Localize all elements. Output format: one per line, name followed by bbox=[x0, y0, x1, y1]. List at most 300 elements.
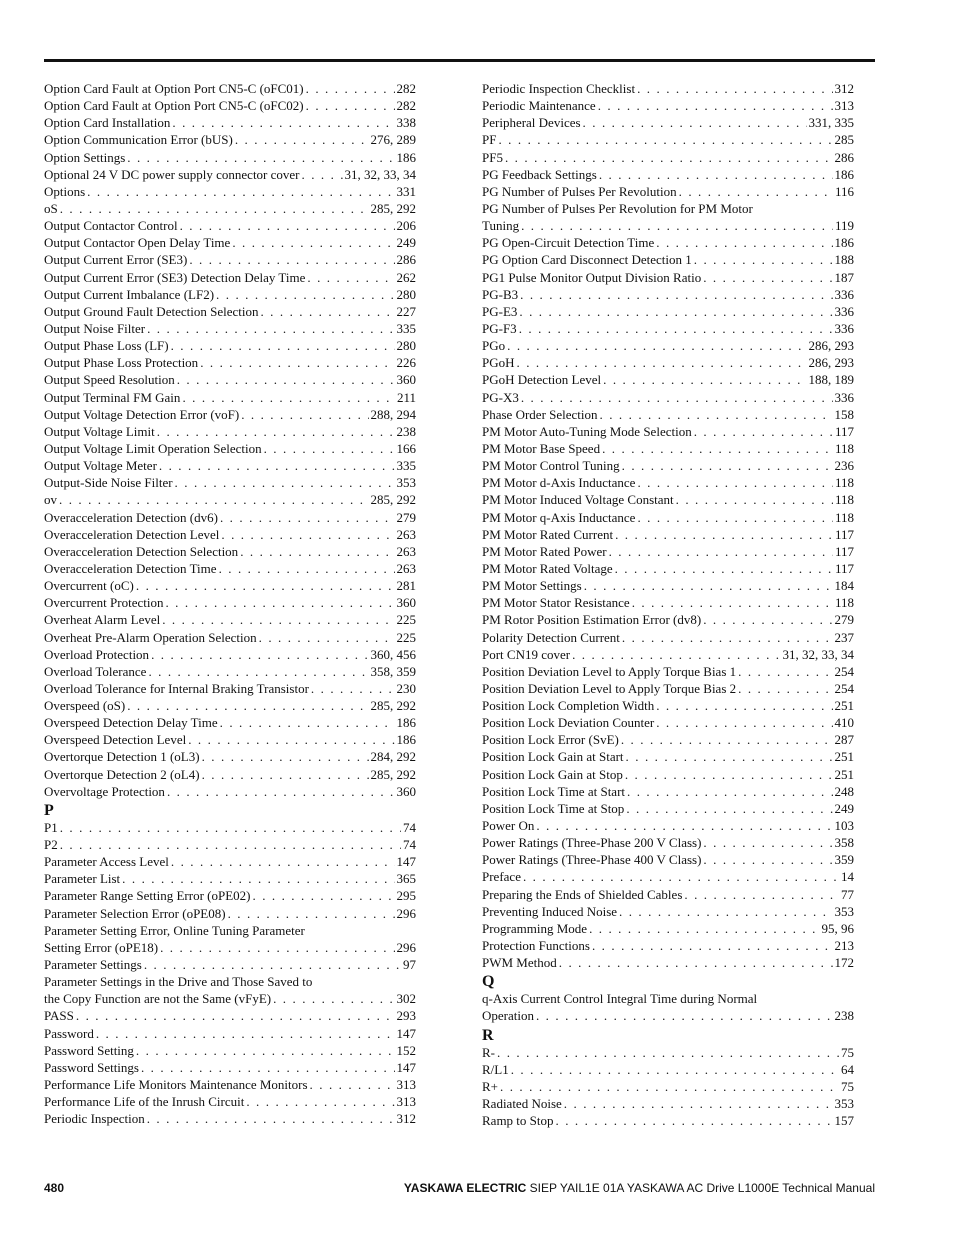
dot-leader bbox=[182, 389, 395, 406]
dot-leader bbox=[694, 423, 833, 440]
index-entry bbox=[482, 800, 854, 817]
index-entry bbox=[482, 217, 854, 234]
index-term: PM Motor Settings bbox=[482, 578, 582, 594]
dot-leader bbox=[589, 920, 819, 937]
index-page-refs: 263 bbox=[396, 543, 416, 559]
dot-leader bbox=[228, 905, 395, 922]
index-page-refs: 249 bbox=[834, 800, 854, 816]
index-term: Parameter Selection Error (oPE08) bbox=[44, 905, 226, 921]
index-entry bbox=[482, 337, 854, 354]
index-term: Overtorque Detection 1 (oL3) bbox=[44, 749, 200, 765]
index-page-refs: 236 bbox=[834, 458, 854, 474]
index-term: Output Phase Loss Protection bbox=[44, 355, 199, 371]
index-term: Password bbox=[44, 1025, 94, 1041]
dot-leader bbox=[310, 1076, 395, 1093]
index-page-refs: 118 bbox=[834, 475, 854, 491]
dot-leader bbox=[311, 680, 395, 697]
index-entry bbox=[482, 543, 854, 560]
index-page-refs: 249 bbox=[396, 235, 416, 251]
dot-leader bbox=[738, 680, 832, 697]
index-term: Output Current Error (SE3) bbox=[44, 252, 188, 268]
index-term: Option Communication Error (bUS) bbox=[44, 132, 233, 148]
index-term: PG-E3 bbox=[482, 303, 518, 319]
dot-leader bbox=[302, 166, 343, 183]
index-term: Periodic Inspection Checklist bbox=[482, 81, 636, 96]
index-entry bbox=[44, 509, 416, 526]
index-page-refs: 331 bbox=[396, 183, 416, 199]
index-term: Output Terminal FM Gain bbox=[44, 389, 181, 405]
index-entry bbox=[482, 269, 854, 286]
index-term: Overspeed Detection Level bbox=[44, 732, 187, 748]
dot-leader bbox=[175, 474, 395, 491]
dot-leader bbox=[600, 406, 833, 423]
dot-leader bbox=[511, 1061, 839, 1078]
index-term: P1 bbox=[44, 819, 58, 835]
index-term: Tuning bbox=[482, 218, 520, 234]
index-term: Overload Protection bbox=[44, 646, 150, 662]
index-term: Output Voltage Meter bbox=[44, 458, 157, 474]
index-entry bbox=[44, 783, 416, 800]
index-entry bbox=[482, 560, 854, 577]
index-term: Performance Life of the Inrush Circuit bbox=[44, 1094, 245, 1110]
index-page-refs: 158 bbox=[834, 406, 854, 422]
index-page-refs: 14 bbox=[841, 869, 854, 885]
index-entry bbox=[44, 714, 416, 731]
index-entry bbox=[44, 371, 416, 388]
index-term: Password Setting bbox=[44, 1042, 134, 1058]
index-entry bbox=[482, 131, 854, 148]
dot-leader bbox=[592, 937, 833, 954]
dot-leader bbox=[627, 783, 832, 800]
index-term: Overspeed (oS) bbox=[44, 698, 126, 714]
dot-leader bbox=[162, 611, 394, 628]
index-term: Parameter Settings bbox=[44, 957, 142, 973]
index-page-refs: 103 bbox=[834, 818, 854, 834]
dot-leader bbox=[221, 526, 394, 543]
index-entry bbox=[482, 920, 854, 937]
dot-leader bbox=[497, 1044, 839, 1061]
index-page-refs: 313 bbox=[396, 1077, 416, 1093]
footer-doc-title bbox=[404, 1181, 875, 1195]
index-term: Output-Side Noise Filter bbox=[44, 475, 173, 491]
index-term: PM Motor q-Axis Inductance bbox=[482, 509, 636, 525]
dot-leader bbox=[656, 714, 832, 731]
index-page-refs: 287 bbox=[834, 732, 854, 748]
index-term: Output Phase Loss (LF) bbox=[44, 338, 169, 354]
index-term: Position Lock Error (SvE) bbox=[482, 732, 619, 748]
dot-leader bbox=[622, 629, 833, 646]
index-page-refs: 286, 293 bbox=[808, 355, 854, 371]
index-term: P2 bbox=[44, 837, 58, 853]
index-page-refs: 262 bbox=[396, 269, 416, 285]
index-entry bbox=[482, 697, 854, 714]
index-page-refs: 157 bbox=[834, 1113, 854, 1129]
index-entry bbox=[44, 560, 416, 577]
index-page-refs: 285, 292 bbox=[370, 492, 416, 508]
index-page-refs: 335 bbox=[396, 320, 416, 336]
index-page-refs: 313 bbox=[396, 1094, 416, 1110]
index-term: PG Feedback Settings bbox=[482, 166, 597, 182]
index-entry bbox=[44, 457, 416, 474]
index-page-refs: 279 bbox=[834, 612, 854, 628]
index-entry bbox=[44, 663, 416, 680]
index-page-refs: 280 bbox=[396, 286, 416, 302]
index-entry bbox=[482, 766, 854, 783]
index-entry bbox=[44, 389, 416, 406]
index-entry bbox=[44, 1110, 416, 1127]
index-term: Overacceleration Detection Level bbox=[44, 526, 220, 542]
index-entry bbox=[482, 646, 854, 663]
index-page-refs: 147 bbox=[396, 1025, 416, 1041]
dot-leader bbox=[498, 131, 832, 148]
index-term: PM Motor Rated Power bbox=[482, 543, 607, 559]
index-term: Output Noise Filter bbox=[44, 320, 146, 336]
dot-leader bbox=[235, 131, 369, 148]
dot-leader bbox=[625, 766, 833, 783]
footer-manual-title: SIEP YAIL1E 01A YASKAWA AC Drive L1000E Technical Manual bbox=[526, 1181, 875, 1195]
index-term: PGoH bbox=[482, 355, 515, 371]
index-entry bbox=[482, 423, 854, 440]
index-entry bbox=[482, 1112, 854, 1129]
index-page-refs: 188, 189 bbox=[808, 372, 854, 388]
index-entry bbox=[482, 748, 854, 765]
index-page-refs: 152 bbox=[396, 1042, 416, 1058]
index-page-refs: 295 bbox=[396, 888, 416, 904]
index-page-refs: 75 bbox=[841, 1078, 854, 1094]
index-term: Performance Life Monitors Maintenance Monitors bbox=[44, 1077, 308, 1093]
dot-leader bbox=[306, 80, 395, 97]
dot-leader bbox=[505, 149, 833, 166]
dot-leader bbox=[615, 526, 833, 543]
dot-leader bbox=[220, 509, 395, 526]
index-entry bbox=[44, 406, 416, 423]
index-entry bbox=[482, 783, 854, 800]
dot-leader bbox=[521, 217, 833, 234]
index-entry bbox=[482, 903, 854, 920]
index-page-refs: 338 bbox=[396, 115, 416, 131]
dot-leader bbox=[246, 1093, 394, 1110]
index-term: PM Motor Auto-Tuning Mode Selection bbox=[482, 423, 692, 439]
index-entry bbox=[482, 868, 854, 885]
index-page-refs: 263 bbox=[396, 526, 416, 542]
dot-leader bbox=[622, 457, 833, 474]
index-term: Optional 24 V DC power supply connector cover bbox=[44, 166, 300, 182]
index-page-refs: 186 bbox=[834, 166, 854, 182]
dot-leader bbox=[122, 870, 394, 887]
dot-leader bbox=[76, 1007, 395, 1024]
dot-leader bbox=[147, 320, 394, 337]
index-entry bbox=[482, 1044, 854, 1061]
dot-leader bbox=[599, 166, 833, 183]
index-entry bbox=[44, 149, 416, 166]
dot-leader bbox=[216, 286, 394, 303]
index-entry bbox=[44, 629, 416, 646]
index-entry-continued: Parameter Setting Error, Online Tuning Parameter bbox=[44, 922, 305, 938]
index-term: Position Lock Time at Stop bbox=[482, 800, 625, 816]
index-entry bbox=[44, 819, 416, 836]
dot-leader bbox=[656, 234, 832, 251]
dot-leader bbox=[500, 1078, 839, 1095]
index-page-refs: 118 bbox=[834, 440, 854, 456]
index-entry bbox=[44, 303, 416, 320]
index-page-refs: 285, 292 bbox=[370, 698, 416, 714]
dot-leader bbox=[136, 1042, 395, 1059]
dot-leader bbox=[517, 354, 807, 371]
index-page-refs: 251 bbox=[834, 749, 854, 765]
index-page-refs: 117 bbox=[834, 423, 854, 439]
index-entry bbox=[44, 234, 416, 251]
index-term: Output Contactor Control bbox=[44, 218, 178, 234]
index-page-refs: 225 bbox=[396, 612, 416, 628]
index-term: oS bbox=[44, 200, 58, 216]
dot-leader bbox=[619, 903, 832, 920]
dot-leader bbox=[259, 629, 395, 646]
index-entry bbox=[44, 905, 416, 922]
index-term: Preparing the Ends of Shielded Cables bbox=[482, 886, 683, 902]
dot-leader bbox=[165, 594, 394, 611]
index-term: PG Open-Circuit Detection Time bbox=[482, 235, 655, 251]
index-entry bbox=[44, 423, 416, 440]
dot-leader bbox=[96, 1025, 395, 1042]
index-page-refs: 238 bbox=[834, 1008, 854, 1024]
index-page-refs: 147 bbox=[396, 854, 416, 870]
dot-leader bbox=[60, 836, 401, 853]
dot-leader bbox=[144, 956, 401, 973]
index-term: PM Motor d-Axis Inductance bbox=[482, 475, 636, 491]
index-term: PM Motor Induced Voltage Constant bbox=[482, 492, 674, 508]
dot-leader bbox=[148, 663, 368, 680]
index-page-refs: 251 bbox=[834, 766, 854, 782]
dot-leader bbox=[157, 423, 395, 440]
index-entry bbox=[44, 887, 416, 904]
index-page-refs: 95, 96 bbox=[821, 920, 854, 936]
index-entry bbox=[482, 680, 854, 697]
index-page-refs: 74 bbox=[403, 837, 416, 853]
index-entry bbox=[482, 886, 854, 903]
dot-leader bbox=[637, 474, 833, 491]
dot-leader bbox=[59, 491, 369, 508]
index-term: Position Deviation Level to Apply Torque Bias 2 bbox=[482, 680, 737, 696]
index-page-refs: 312 bbox=[396, 1111, 416, 1127]
dot-leader bbox=[307, 269, 394, 286]
dot-leader bbox=[264, 440, 395, 457]
dot-leader bbox=[621, 731, 833, 748]
index-term: PGo bbox=[482, 338, 506, 354]
index-term: Overheat Pre-Alarm Operation Selection bbox=[44, 629, 257, 645]
index-entry bbox=[482, 1095, 854, 1112]
index-term: Power Ratings (Three-Phase 400 V Class) bbox=[482, 852, 702, 868]
index-page-refs: 117 bbox=[834, 526, 854, 542]
dot-leader bbox=[626, 800, 832, 817]
dot-leader bbox=[127, 149, 394, 166]
index-page-refs: 186 bbox=[834, 235, 854, 251]
dot-leader bbox=[253, 887, 395, 904]
index-entry bbox=[482, 851, 854, 868]
index-entry bbox=[44, 939, 416, 956]
dot-leader bbox=[507, 337, 806, 354]
dot-leader bbox=[172, 114, 394, 131]
index-entry bbox=[44, 474, 416, 491]
index-entry bbox=[482, 491, 854, 508]
index-entry bbox=[482, 251, 854, 268]
index-page-refs: 206 bbox=[396, 218, 416, 234]
index-page-refs: 296 bbox=[396, 905, 416, 921]
dot-leader bbox=[583, 114, 807, 131]
index-entry bbox=[44, 251, 416, 268]
index-term: PM Motor Rated Current bbox=[482, 526, 614, 542]
page-footer bbox=[44, 1181, 875, 1199]
index-page-refs: 280 bbox=[396, 338, 416, 354]
index-page-refs: 296 bbox=[396, 939, 416, 955]
index-entry bbox=[44, 526, 416, 543]
dot-leader bbox=[520, 286, 832, 303]
dot-leader bbox=[189, 251, 394, 268]
index-entry bbox=[44, 1007, 416, 1024]
dot-leader bbox=[188, 731, 394, 748]
index-entry bbox=[482, 663, 854, 680]
index-term: PG1 Pulse Monitor Output Division Ratio bbox=[482, 269, 702, 285]
dot-leader bbox=[60, 819, 401, 836]
index-entry bbox=[482, 320, 854, 337]
index-term: Programming Mode bbox=[482, 920, 588, 936]
dot-leader bbox=[564, 1095, 833, 1112]
index-term: Output Voltage Limit Operation Selection bbox=[44, 440, 262, 456]
index-entry bbox=[482, 714, 854, 731]
dot-leader bbox=[171, 337, 395, 354]
index-entry bbox=[482, 526, 854, 543]
index-page-refs: 336 bbox=[834, 286, 854, 302]
index-term: Output Current Imbalance (LF2) bbox=[44, 286, 215, 302]
dot-leader bbox=[519, 320, 833, 337]
index-page-refs: 254 bbox=[834, 680, 854, 696]
index-entry bbox=[44, 183, 416, 200]
dot-leader bbox=[556, 1112, 833, 1129]
index-page-refs: 288, 294 bbox=[370, 406, 416, 422]
index-page-refs: 312 bbox=[834, 81, 854, 96]
dot-leader bbox=[177, 371, 395, 388]
index-term: Setting Error (oPE18) bbox=[44, 939, 159, 955]
index-page-refs: 230 bbox=[396, 680, 416, 696]
index-term: PM Motor Rated Voltage bbox=[482, 560, 613, 576]
index-term: PM Motor Stator Resistance bbox=[482, 595, 630, 611]
index-term: PG Option Card Disconnect Detection 1 bbox=[482, 252, 692, 268]
index-entry bbox=[44, 956, 416, 973]
index-page-refs: 147 bbox=[396, 1059, 416, 1075]
dot-leader bbox=[738, 663, 832, 680]
index-term: Overacceleration Detection (dv6) bbox=[44, 509, 218, 525]
dot-leader bbox=[160, 939, 394, 956]
index-page-refs: 248 bbox=[834, 783, 854, 799]
index-term: PM Rotor Position Estimation Error (dv8) bbox=[482, 612, 702, 628]
dot-leader bbox=[615, 560, 833, 577]
index-entry bbox=[44, 870, 416, 887]
index-entry bbox=[482, 594, 854, 611]
index-term: Position Deviation Level to Apply Torque Bias 1 bbox=[482, 663, 737, 679]
index-page-refs: 285, 292 bbox=[370, 766, 416, 782]
index-term: Output Voltage Limit bbox=[44, 423, 155, 439]
index-entry bbox=[482, 611, 854, 628]
index-term: Overacceleration Detection Selection bbox=[44, 543, 239, 559]
index-term: Option Card Installation bbox=[44, 115, 171, 131]
dot-leader bbox=[171, 853, 395, 870]
index-page-refs: 302 bbox=[396, 991, 416, 1007]
dot-leader bbox=[519, 303, 832, 320]
index-page-refs: 254 bbox=[834, 663, 854, 679]
header-rule bbox=[44, 59, 875, 62]
index-entry bbox=[482, 166, 854, 183]
index-entry bbox=[44, 200, 416, 217]
index-term: Output Speed Resolution bbox=[44, 372, 175, 388]
index-page-refs: 251 bbox=[834, 698, 854, 714]
index-entry bbox=[482, 629, 854, 646]
index-page-refs: 331, 335 bbox=[808, 115, 854, 131]
index-entry bbox=[482, 286, 854, 303]
index-page-refs: 353 bbox=[834, 1096, 854, 1112]
dot-leader bbox=[523, 868, 839, 885]
index-page-refs: 336 bbox=[834, 320, 854, 336]
index-term: Operation bbox=[482, 1008, 534, 1024]
index-page-refs: 353 bbox=[834, 903, 854, 919]
index-term: Overvoltage Protection bbox=[44, 783, 165, 799]
dot-leader bbox=[141, 1059, 395, 1076]
index-entry bbox=[482, 474, 854, 491]
index-entry bbox=[44, 354, 416, 371]
index-page-refs: 166 bbox=[396, 440, 416, 456]
index-section-letter: P bbox=[44, 801, 54, 819]
index-page-refs: 279 bbox=[396, 509, 416, 525]
index-term: Port CN19 cover bbox=[482, 646, 571, 662]
dot-leader bbox=[200, 354, 394, 371]
dot-leader bbox=[703, 611, 832, 628]
dot-leader bbox=[159, 457, 395, 474]
index-term: Overspeed Detection Delay Time bbox=[44, 715, 218, 731]
index-page-refs: 77 bbox=[841, 886, 854, 902]
index-page-refs: 286 bbox=[834, 149, 854, 165]
index-term: Power Ratings (Three-Phase 200 V Class) bbox=[482, 835, 702, 851]
dot-leader bbox=[603, 371, 806, 388]
dot-leader bbox=[147, 1110, 395, 1127]
index-entry bbox=[482, 1007, 854, 1024]
index-page-refs: 172 bbox=[834, 955, 854, 971]
index-page-refs: 293 bbox=[396, 1008, 416, 1024]
dot-leader bbox=[703, 851, 832, 868]
index-term: R/L1 bbox=[482, 1061, 509, 1077]
index-page-refs: 336 bbox=[834, 389, 854, 405]
dot-leader bbox=[637, 509, 833, 526]
index-entry bbox=[482, 954, 854, 971]
index-entry bbox=[44, 836, 416, 853]
index-page-refs: 360 bbox=[396, 783, 416, 799]
index-term: Position Lock Time at Start bbox=[482, 783, 626, 799]
dot-leader bbox=[306, 97, 395, 114]
index-page-refs: 116 bbox=[834, 183, 854, 199]
index-term: Overload Tolerance bbox=[44, 663, 147, 679]
dot-leader bbox=[241, 406, 368, 423]
index-entry bbox=[482, 509, 854, 526]
index-term: Position Lock Completion Width bbox=[482, 698, 655, 714]
dot-leader bbox=[260, 303, 394, 320]
index-entry bbox=[482, 354, 854, 371]
index-term: ov bbox=[44, 492, 57, 508]
index-entry bbox=[482, 183, 854, 200]
index-page-refs: 31, 32, 33, 34 bbox=[782, 646, 854, 662]
index-page-refs: 313 bbox=[834, 98, 854, 114]
index-page-refs: 365 bbox=[396, 871, 416, 887]
index-entry bbox=[482, 731, 854, 748]
index-term: PG-X3 bbox=[482, 389, 519, 405]
page-number: 480 bbox=[44, 1181, 65, 1195]
index-page-refs: 74 bbox=[403, 819, 416, 835]
